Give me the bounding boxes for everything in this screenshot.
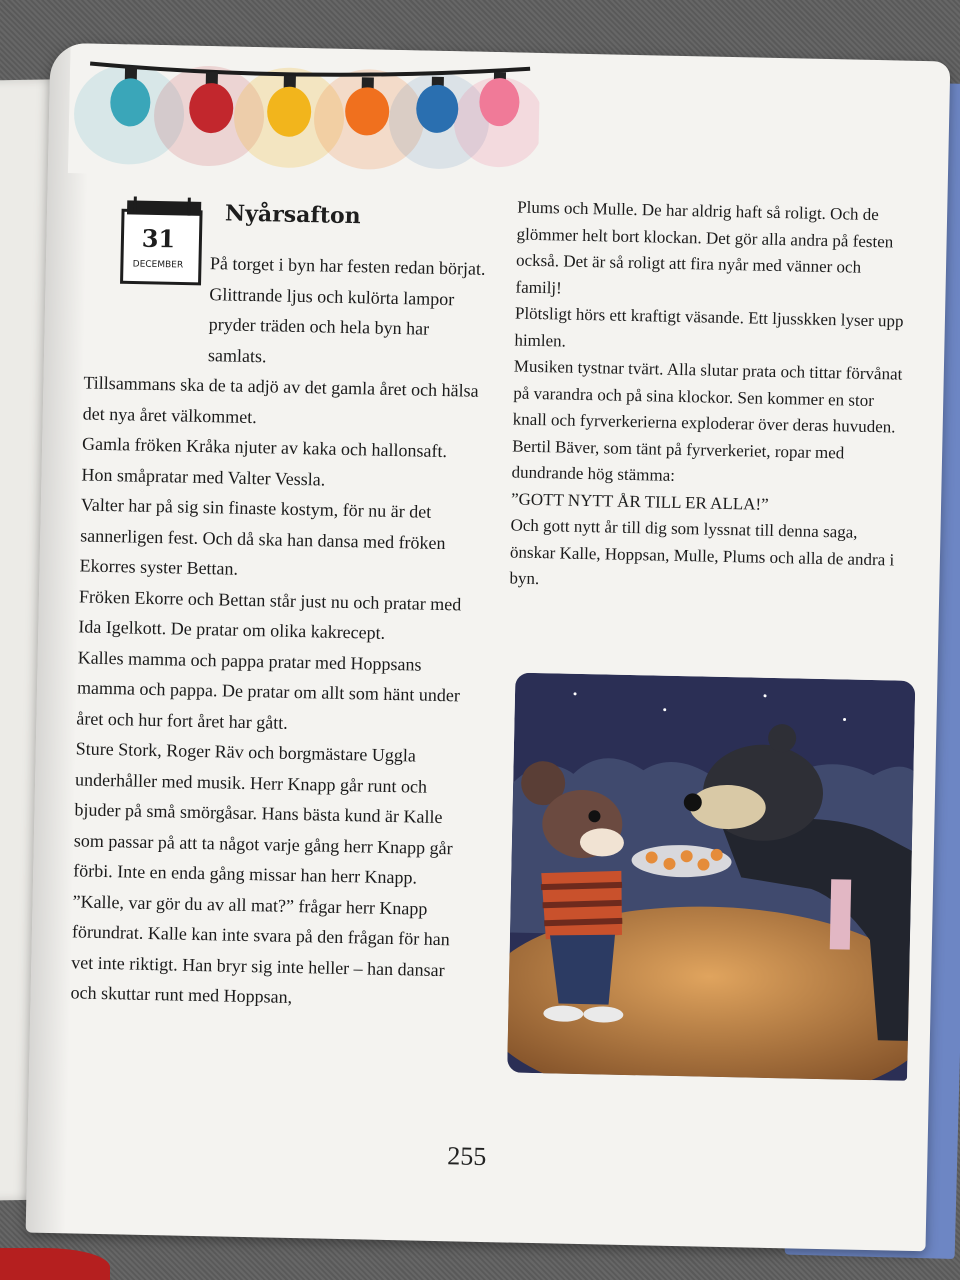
party-lights	[68, 43, 541, 183]
paragraph: På torget i byn har festen redan börjat. Glittrande ljus och kulörta lampor pryder träden och hela byn har samlats.	[207, 253, 486, 366]
paragraph: Plums och Mulle. De har aldrig haft så roligt. Och de glömmer helt bort klockan. Det gör alla andra på festen också. Det är så roligt att fira nyår med vänner och familj!	[515, 197, 894, 297]
book-page	[26, 43, 951, 1252]
page-number: 255	[447, 1141, 487, 1172]
paragraph: Sture Stork, Roger Räv och borgmästare Uggla underhåller med musik. Herr Knapp går runt och bjuder på små smörgåsar. Hans bästa kund är Kalle som passar på att ta något varje gång herr Knapp går förbi. Inte en enda gång missar han herr Knapp.	[73, 738, 453, 888]
paragraph: Valter har på sig sin finaste kostym, för nu är det sannerligen fest. Och då ska han dansa med fröken Ekorres syster Bettan.	[79, 494, 446, 579]
paragraph: Bertil Bäver, som tänt på fyrverkeriet, ropar med dundrande hög stämma:	[511, 435, 845, 485]
story-title: Nyårsafton	[224, 200, 361, 230]
paragraph: Och gott nytt år till dig som lyssnat till denna saga, önskar Kalle, Hoppsan, Mulle, Plums och alla de andra i byn.	[509, 515, 895, 589]
left-column	[70, 245, 486, 1016]
paragraph: Kalles mamma och pappa pratar med Hoppsans mamma och pappa. De pratar om allt som hänt under året och hur fort året har gått.	[76, 646, 461, 733]
paragraph: ”GOTT NYTT ÅR TILL ER ALLA!”	[510, 488, 769, 514]
right-column	[509, 195, 907, 601]
paragraph: Tillsammans ska de ta adjö av det gamla året och hälsa det nya året välkommet.	[82, 372, 479, 427]
calendar-month: DECEMBER	[132, 259, 184, 271]
calendar-day: 31	[141, 223, 176, 254]
story-illustration	[507, 673, 915, 1081]
paragraph: Gamla fröken Kråka njuter av kaka och hallonsaft. Hon småpratar med Valter Vessla.	[81, 433, 448, 490]
bookmark-ribbon	[0, 1248, 110, 1280]
paragraph: Plötsligt hörs ett kraftigt väsande. Ett ljusskken lyser upp himlen.	[514, 303, 904, 351]
paragraph: ”Kalle, var gör du av all mat?” frågar herr Knapp förundrat. Kalle kan inte svara på den frågan för han vet inte riktigt. Han bryr sig inte heller – han dansar och skuttar runt med Hoppsan,	[70, 890, 450, 1007]
paragraph: Fröken Ekorre och Bettan står just nu och pratar med Ida Igelkott. De pratar om olika kakrecept.	[78, 585, 462, 643]
paragraph: Musiken tystnar tvärt. Alla slutar prata och tittar förvånat på varandra och på sina klockor. Sen kommer en stor knall och fyrverkerierna exploderar över deras huvuden.	[512, 356, 903, 437]
